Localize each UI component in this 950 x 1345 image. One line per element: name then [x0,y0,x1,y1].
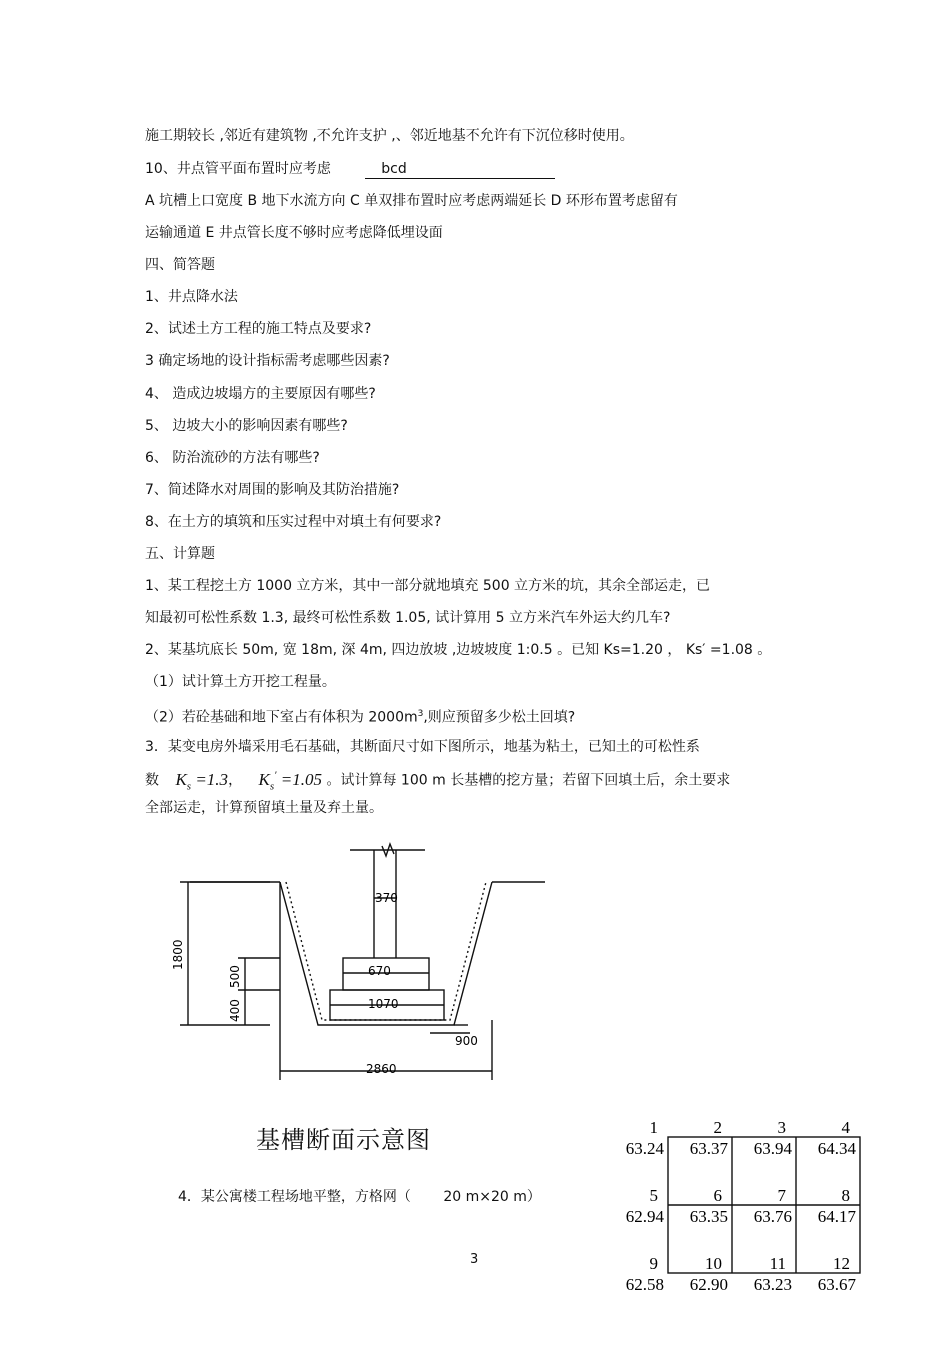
question-10 [145,160,555,179]
grid-corner-elevation: 63.24 [625,1139,664,1158]
dim-900: 900 [455,1034,478,1048]
dim-1070: 1070 [368,997,399,1011]
dim-400: 400 [228,999,242,1022]
part-2-text: （2）若砼基础和地下室占有体积为 2000m [145,709,418,726]
page-number: 3 [470,1252,479,1267]
short-question-7: 7、简述降水对周围的影响及其防治措施? [145,482,400,498]
grid-corner-number: 4 [841,1118,850,1137]
grid-corner-elevation: 63.67 [817,1275,856,1294]
superscript-3: 3 [417,709,424,719]
short-question-6: 6、 防治流砂的方法有哪些? [145,450,320,466]
grid-corner-elevation: 62.58 [625,1275,664,1294]
dim-370: 370 [375,891,398,905]
grid-corner-number: 2 [713,1118,722,1137]
trench-section-diagram [150,840,570,1150]
dim-2860: 2860 [366,1062,397,1076]
q3-text-end: 。试计算每 100 m 长基槽的挖方量；若留下回填土后，余土要求 [326,772,731,789]
grid-corner-number: 5 [649,1186,658,1205]
grid-corner-elevation: 63.76 [753,1207,792,1226]
grid-corner-elevation: 63.94 [753,1139,792,1158]
calc-question-3-line-2 [145,766,730,795]
grid-corner-elevation: 64.17 [817,1207,856,1226]
grid-corner-elevation: 63.23 [753,1275,792,1294]
short-question-4: 4、 造成边坡塌方的主要原因有哪些? [145,386,376,402]
calc-question-4 [178,1188,541,1206]
calc-question-2-part-1: （1）试计算土方开挖工程量。 [145,674,336,690]
calc-question-1-line-1: 1、某工程挖土方 1000 立方米，其中一部分就地填充 500 立方米的坑，其余全部运走，已 [145,578,711,594]
dim-670: 670 [368,964,391,978]
short-question-2: 2、试述土方工程的施工特点及要求? [145,321,372,337]
grid-corner-number: 10 [705,1254,722,1273]
options-line-1: A 坑槽上口宽度 B 地下水流方向 C 单双排布置时应考虑两端延长 D 环形布置考虑留有 [145,193,678,209]
grid-corner-elevation: 63.35 [689,1207,728,1226]
part-2-text-end: ,则应预留多少松土回填? [423,709,576,726]
options-line-2: 运输通道 E 井点管长度不够时应考虑降低埋设面 [145,225,443,241]
grid-corner-number: 6 [713,1186,722,1205]
grid-corner-elevation: 62.90 [689,1275,728,1294]
grid-corner-number: 1 [649,1118,658,1137]
grid-corner-elevation: 62.94 [625,1207,664,1226]
formula-ks: $K_s =1.3$ [175,769,229,793]
diagram-caption: 基槽断面示意图 [256,1126,431,1154]
elevation-grid [618,1115,868,1295]
comma: ， [228,772,243,789]
grid-corner-number: 12 [833,1254,850,1273]
grid-corner-number: 8 [841,1186,850,1205]
short-question-3: 3 确定场地的设计指标需考虑哪些因素? [145,353,390,369]
calc-question-3-line-3: 全部运走，计算预留填土量及弃土量。 [145,800,383,816]
calc-question-1-line-2: 知最初可松性系数 1.3, 最终可松性系数 1.05, 试计算用 5 立方米汽车外运大约几车? [145,610,671,626]
section-heading-5: 五、计算题 [145,546,215,562]
dim-500: 500 [228,965,242,988]
short-question-8: 8、在土方的填筑和压实过程中对填土有何要求? [145,514,442,530]
grid-corner-elevation: 64.34 [817,1139,856,1158]
grid-corner-number: 9 [649,1254,658,1273]
q3-text-start: 数 [145,772,159,789]
calc-question-2-line-1: 2、某基坑底长 50m, 宽 18m, 深 4m, 四边放坡 ,边坡坡度 1:0.5 。已知 Ks=1.20 ， Ks′ =1.08 。 [145,642,772,658]
answer-blank: bcd [365,160,555,179]
section-heading-4: 四、简答题 [145,257,215,273]
short-question-5: 5、 边坡大小的影响因素有哪些? [145,418,348,434]
grid-corner-number: 7 [777,1186,786,1205]
grid-corner-number: 11 [769,1254,786,1273]
dim-1800: 1800 [171,939,185,970]
formula-ks-prime: $K_s' =1.05$ [258,769,323,793]
short-question-1: 1、井点降水法 [145,289,238,305]
text-line-1: 施工期较长 ,邻近有建筑物 ,不允许支护 ,、邻近地基不允许有下沉位移时使用。 [145,128,634,144]
grid-corner-elevation: 63.37 [689,1139,728,1158]
question-10-prompt: 10、井点管平面布置时应考虑 [145,161,331,177]
calc-question-2-part-2 [145,705,575,727]
q4-text: 4．某公寓楼工程场地平整，方格网（ [178,1189,411,1205]
grid-corner-number: 3 [777,1118,786,1137]
q4-grid-size: 20 m×20 m） [443,1189,541,1205]
calc-question-3-line-1: 3．某变电房外墙采用毛石基础，其断面尺寸如下图所示，地基为粘土，已知土的可松性系 [145,739,700,755]
